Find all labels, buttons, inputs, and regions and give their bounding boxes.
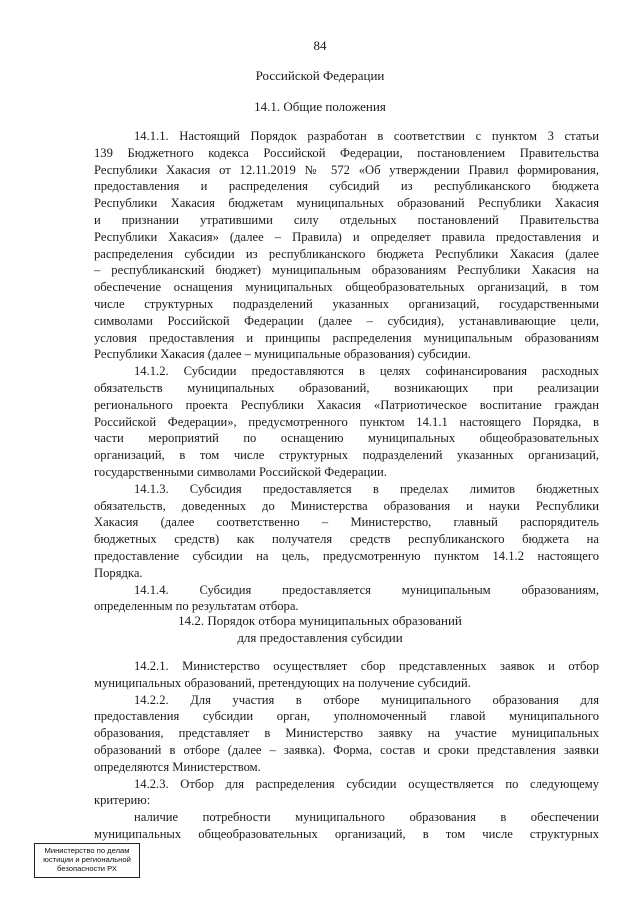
text-line: Хакасия (далее соответственно – Министерство, главный распорядитель: [94, 515, 599, 530]
text-line: условия предоставления и принципы распределения муниципальным образованиям: [94, 330, 599, 345]
text-line: Республики Хакасия (далее – муниципальные образования) субсидии.: [94, 347, 471, 362]
text-line: 14.1.3. Субсидия предоставляется в пределах лимитов бюджетных: [134, 481, 599, 496]
text-line: бюджетных средств) как получателя средств республиканского бюджета на: [94, 532, 599, 547]
text-line: муниципальных общеобразовательных организаций, в том числе структурных: [94, 826, 599, 841]
text-line: 14.2.1. Министерство осуществляет сбор представленных заявок и отбор: [134, 659, 599, 673]
text-line: 14.1.1. Настоящий Порядок разработан в соответствии с пунктом 3 статьи: [134, 129, 599, 143]
text-line: 139 Бюджетного кодекса Российской Федерации, постановлением Правительства: [94, 145, 599, 160]
section-heading-14-1: 14.1. Общие положения: [254, 99, 386, 114]
text-line: обеспечение оснащения муниципальных общеобразовательных организаций, в том: [94, 280, 599, 295]
stamp-line: юстиции и региональной: [43, 855, 131, 865]
text-line: обязательств муниципальных образований, возникающих при реализации: [94, 380, 599, 395]
text-line: образований в отборе (далее – заявка). Форма, состав и сроки представления заявки: [94, 742, 599, 757]
text-line: Порядка.: [94, 565, 143, 580]
text-line: 14.1.4. Субсидия предоставляется муниципальным образованиям,: [134, 582, 599, 597]
text-line: предоставления субсидии орган, уполномоченный главой муниципального: [94, 709, 599, 724]
section-body-14-2: [94, 658, 599, 843]
text-line: 14.2.3. Отбор для распределения субсидии осуществляется по следующему: [134, 776, 599, 791]
text-line: предоставление субсидии на цель, предусмотренную пунктом 14.1.2 настоящего: [94, 548, 599, 563]
page-number: 84: [313, 38, 327, 53]
text-line: Республики Хакасия» (далее – Правила) и определяет правила предоставления и: [94, 229, 599, 244]
text-line: определяются Министерством.: [94, 759, 261, 774]
section-body-14-1: [94, 128, 599, 615]
text-line: числе структурных подразделений указанных организаций, государственными: [94, 296, 599, 311]
text-line: регионального проекта Республики Хакасия «Патриотическое воспитание граждан: [94, 397, 599, 412]
text-line: обязательств, доведенных до Министерства образования и науки Республики: [94, 498, 599, 513]
heading-line: 14.2. Порядок отбора муниципальных образований: [178, 613, 462, 628]
text-line: 14.2.2. Для участия в отборе муниципального образования для: [134, 692, 599, 707]
text-line: наличие потребности муниципального образования в обеспечении: [134, 810, 599, 825]
stamp-line: Министерство по делам: [44, 846, 130, 855]
text-line: предоставления и распределения субсидий из республиканского бюджета: [94, 179, 599, 194]
text-line: критерию:: [94, 793, 151, 808]
text-line: государственными символами Российской Федерации.: [94, 464, 387, 479]
text-line: муниципальных образований, претендующих на получение субсидий.: [94, 675, 471, 690]
text-line: образования, представляет в Министерство заявку на участие муниципальных: [94, 726, 599, 741]
text-line: символами Российской Федерации (далее – субсидия), устанавливающие цели,: [94, 313, 599, 328]
stamp-line: безопасности РХ: [57, 864, 117, 874]
text-line: Республики Хакасия от 12.11.2019 № 572 «Об утверждении Правил формирования,: [94, 162, 599, 177]
text-line: – республиканский бюджет) муниципальным образованиям Республики Хакасия на: [94, 263, 599, 278]
text-line: распределения субсидии из республиканского бюджета Республики Хакасия (далее: [94, 246, 599, 261]
text-line: Республики Хакасия бюджетам муниципальных образований Республики Хакасия: [94, 196, 599, 211]
text-line: и признании утратившими силу отдельных постановлений Правительства: [94, 212, 599, 227]
heading-line: для предоставления субсидии: [237, 630, 403, 645]
section-heading-14-2: [0, 612, 640, 646]
text-line: 14.1.2. Субсидии предоставляются в целях софинансирования расходных: [134, 364, 599, 379]
document-subtitle: Российской Федерации: [255, 68, 385, 83]
text-line: Российской Федерации», предусмотренного пунктом 14.1.1 настоящего Порядка, в: [94, 414, 599, 429]
ministry-stamp: [34, 843, 140, 878]
text-line: части мероприятий по оснащению муниципальных общеобразовательных: [94, 431, 599, 446]
text-line: определенным по результатам отбора.: [94, 599, 299, 614]
text-line: организаций, в том числе структурных подразделений указанных организаций,: [94, 448, 599, 463]
